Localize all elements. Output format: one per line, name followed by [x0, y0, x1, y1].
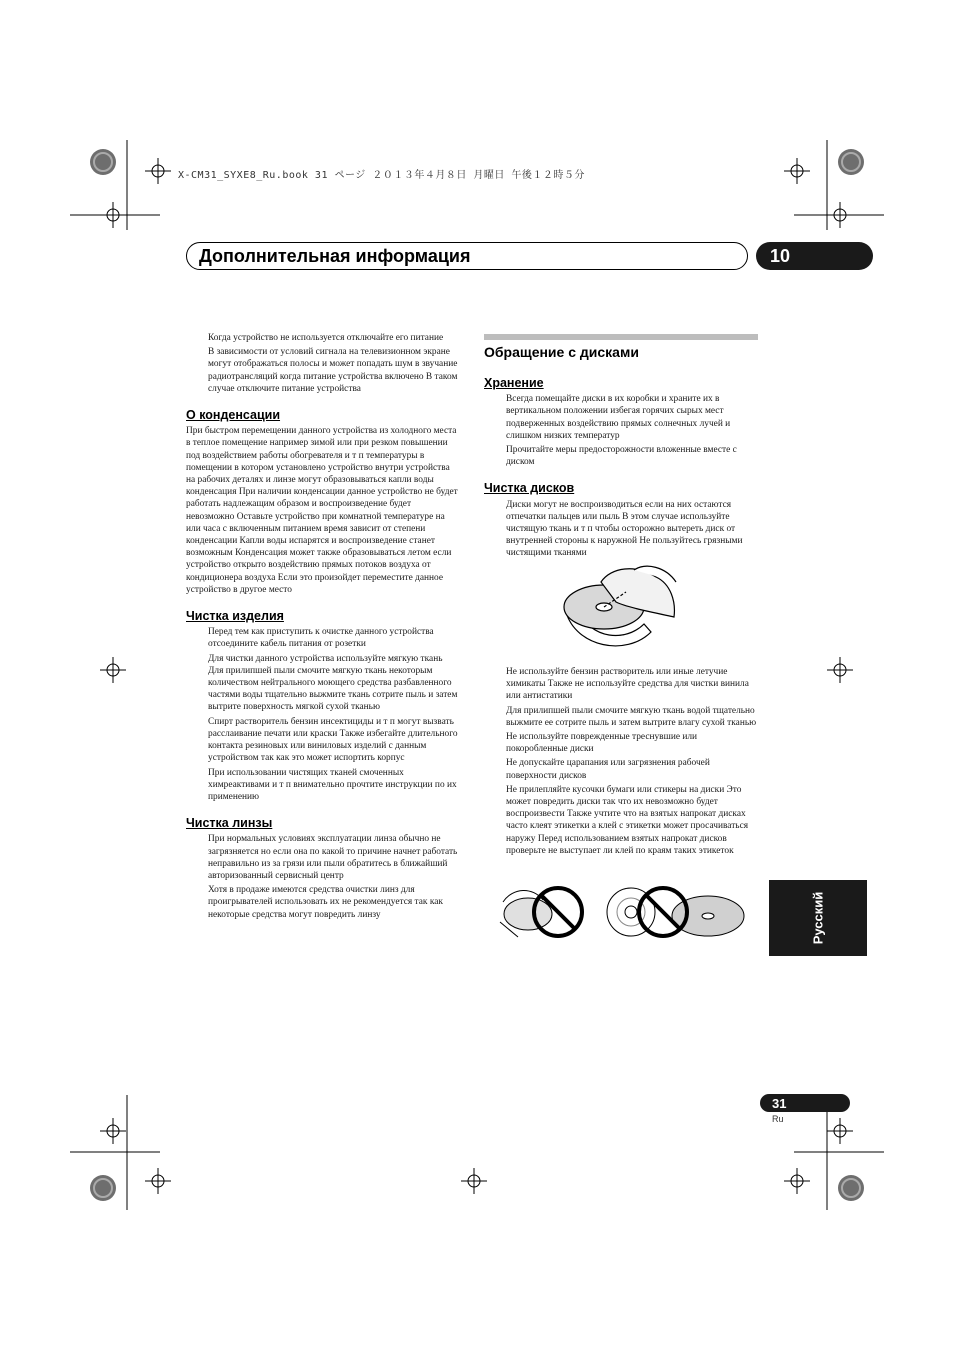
disc-cleaning-intro: Диски могут не воспроизводиться если на них остаются отпечатки пальцев или пыль В этом случае используйте чистящую ткань и т п чтобы осторожно вытереть диск от внутренней стороны к наружной Не пользуйтесь грязными чистящими тканями: [506, 499, 743, 559]
page-language: Ru: [772, 1114, 784, 1124]
chapter-title: Дополнительная информация: [199, 245, 471, 266]
condensation-text: При быстром перемещении данного устройства из холодного места в теплое помещение например зимой или при резком повышении под воздействием работы обогревателя и т п температуры в помещении в котором установлено устройство внутри устройства на рабочих деталях и линзе могут образовываться капли воды конденсация При наличии конденсации данное устройство не будет работать надлежащим образом и воспроизведение будет невозможно Оставьте устройство при комнатной температуре на или часа с включенным питанием время зависит от степени конденсации Капли воды испарятся и воспроизведение станет возможным Конденсация может также образовываться летом если устройство открыто воздействию прямых потоков воздуха от кондиционера воздуха Если это произойдет переместите данное устройство в другое место: [186, 426, 458, 595]
list-item: Спирт растворитель бензин инсектициды и т п могут вызвать расслаивание печати или краски Также избегайте длительного контакта резиновых или виниловых изделий с данным устройством так как это может испортить корпус: [208, 716, 458, 764]
storage-heading: Хранение: [484, 376, 544, 390]
page-number: 31: [760, 1094, 850, 1112]
intro-note: Когда устройство не используется отключайте его питание: [208, 333, 444, 343]
section-rule: [484, 334, 758, 340]
language-tab: [769, 880, 867, 956]
list-item: Всегда помещайте диски в их коробки и храните их в вертикальном положении избегая горячих сырых мест подверженных воздействию прямых солнечных лучей и слишком низких температур: [506, 394, 731, 441]
storage-section: [484, 377, 758, 562]
cleaning-list: [186, 626, 460, 803]
cleaning-heading: Чистка изделия: [186, 609, 284, 624]
disc-cleaning-cautions: [484, 666, 758, 859]
language-label: Русский: [810, 891, 826, 945]
list-item: Не прилепляйте кусочки бумаги или стикеры на диски Это может повредить диски так что их невозможно будет воспроизвести Также учтите что на взятых напрокат дисках часто клеят этикетки а клей с этикетки может просачиваться наружу Перед использованием взятых напрокат дисков проверьте не выступает ли клей по краям таких этикеток: [506, 784, 749, 856]
lens-heading: Чистка линзы: [186, 816, 273, 831]
print-header: X-CM31_SYXE8_Ru.book 31 ページ ２０１３年４月８日 月曜日 午後１２時５分: [178, 170, 585, 181]
disc-cleaning-intro-block: [484, 499, 758, 560]
list-item: Перед тем как приступить к очистке данного устройства отсоедините кабель питания от розетки: [208, 627, 434, 650]
list-item: Прочитайте меры предосторожности вложенные вместе с диском: [506, 445, 737, 468]
chapter-number: 10: [756, 242, 873, 270]
list-item: Для чистки данного устройства используйте мягкую ткань Для прилипшей пыли смочите мягкую ткань некоторым количеством нейтрального моющего средства разбавленного частями воды тщательно выжмите ткань сотрите пыль и затем вытрите поверхность мягкой сухой тканью: [208, 653, 458, 713]
intro-notes: [186, 332, 460, 395]
condensation-heading: О конденсации: [186, 408, 281, 423]
list-item: При использовании чистящих тканей смоченных химреактивами и т п внимательно прочтите инструкции по их применению: [208, 767, 457, 802]
list-item: Для прилипшей пыли смочите мягкую ткань водой тщательно выжмите ее сотрите пыль и затем вытрите влагу сухой тканью: [506, 705, 757, 728]
no-stickers-illustration: [603, 882, 745, 942]
list-item: Хотя в продаже имеются средства очистки линз для проигрывателей использовать их не рекомендуется так как некоторые средства могут повредить линзу: [208, 885, 443, 920]
disc-cleaning-list: [484, 666, 758, 857]
intro-note: В зависимости от условий сигнала на телевизионном экране могут отображаться полосы и может попадать шум в звучание радиотрансляций когда питание устройства включено В таком случае отключите питание устройства: [208, 347, 458, 394]
chapter-title-bar: [186, 242, 748, 270]
storage-list: [484, 393, 758, 468]
list-item: Не используйте поврежденные треснувшие или покоробленные диски: [506, 732, 698, 755]
disc-wiping-illustration: [556, 562, 681, 652]
list-item: При нормальных условиях эксплуатации линза обычно не загрязняется но если она по какой то причине начнет работать неправильно из за грязи или пыли обратитесь в ближайший авторизованный сервисный центр: [208, 834, 458, 881]
section-title: Обращение с дисками: [484, 344, 639, 360]
list-item: Не используйте бензин растворитель или иные летучие химикаты Также не используйте средства для чистки винила или антистатики: [506, 667, 749, 702]
disc-cleaning-heading: Чистка дисков: [484, 481, 575, 496]
no-wiping-circular-illustration: [498, 882, 590, 942]
left-column: [186, 332, 460, 923]
list-item: Не допускайте царапания или загрязнения рабочей поверхности дисков: [506, 758, 710, 781]
lens-list: [186, 833, 460, 920]
